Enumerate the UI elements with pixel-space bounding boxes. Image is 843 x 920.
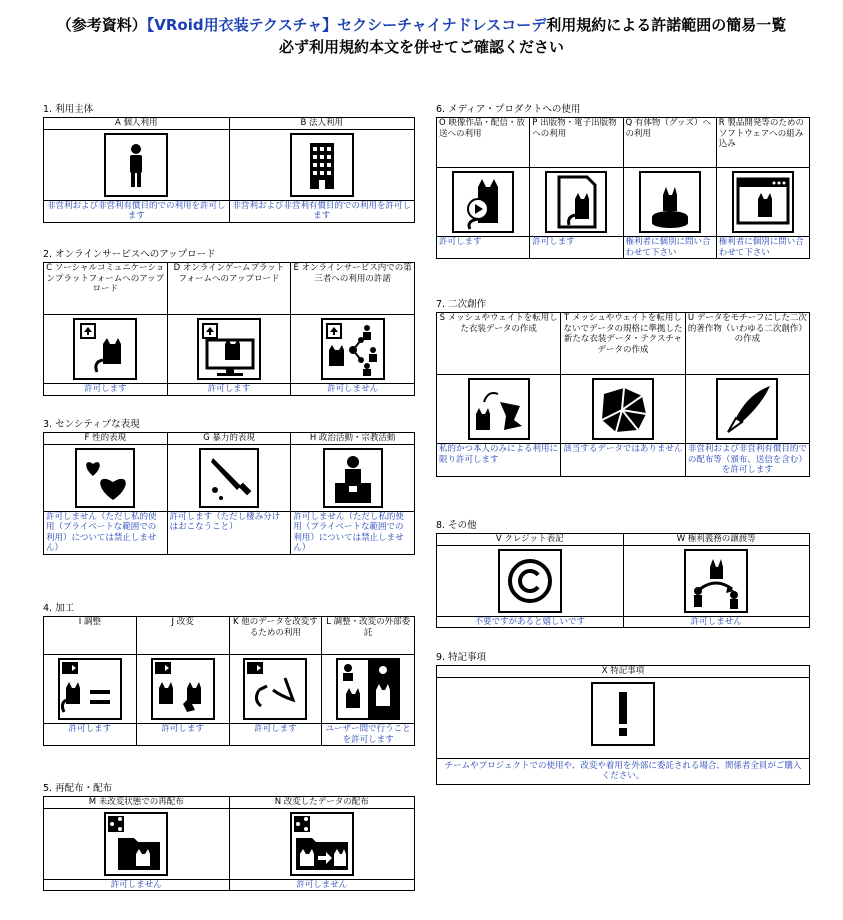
- section-label: 6. メディア・プロダクトへの使用: [436, 104, 581, 115]
- status-text: 該当するデータではありません: [561, 444, 685, 477]
- column-head: O 映像作品・配信・放送への利用: [437, 118, 530, 168]
- status-text: 非営利および非営利有償目的での配布等（頒布、送信を含む）を許可します: [685, 444, 809, 477]
- status-text: 権利者に個別に問い合わせて下さい: [623, 237, 716, 259]
- status-text: 不要ですがあると嬉しいです: [437, 616, 624, 628]
- section-label: 5. 再配布・配布: [43, 783, 113, 794]
- column-head: R 製品開発等のためのソフトウェアへの組み込み: [716, 118, 809, 168]
- section-special-notes: [436, 652, 810, 785]
- section-usage-subject: [43, 104, 415, 223]
- column-head: N 改変したデータの配布: [229, 797, 415, 809]
- status-text: 許可します: [167, 384, 291, 396]
- status-text: チームやプロジェクトでの使用や、改変や着用を外部に委託される場合、関係者全員がご購入ください。: [437, 758, 810, 784]
- status-text: 許可します: [44, 384, 168, 396]
- share-people-icon: [321, 318, 385, 380]
- section-media-products: [436, 104, 810, 259]
- upload-cat-icon: [73, 318, 137, 380]
- section-label: 7. 二次創作: [436, 299, 487, 310]
- column-head: V クレジット表記: [437, 534, 624, 546]
- status-text: 許可します: [136, 724, 229, 746]
- section-label: 4. 加工: [43, 603, 75, 614]
- building-icon: [290, 133, 354, 197]
- column-head: T メッシュやウェイトを転用しないでデータの規格に準拠した新たな衣装データ・テクスチャデータの作成: [561, 313, 685, 375]
- status-text: ユーザー間で行うことを許可します: [322, 724, 415, 746]
- other-data-icon: [243, 658, 307, 720]
- status-text: 許可しません: [623, 616, 810, 628]
- figure-cat-icon: [639, 171, 701, 233]
- column-head: F 性的表現: [44, 433, 168, 445]
- section-other: [436, 520, 810, 628]
- transfer-icon: [684, 549, 748, 613]
- modify-icon: [151, 658, 215, 720]
- distribute-modified-icon: [290, 812, 354, 876]
- status-text: 許可しません: [44, 879, 230, 891]
- section-processing: [43, 603, 415, 746]
- column-head: E オンラインサービス内での第三者への利用の許諾: [291, 263, 415, 315]
- page-title: [40, 14, 803, 58]
- book-cat-icon: [545, 171, 607, 233]
- column-head: P 出版物・電子出版物への利用: [530, 118, 623, 168]
- section-redistribution: [43, 783, 415, 891]
- column-head: K 他のデータを改変するための利用: [229, 617, 322, 655]
- mesh-cat-icon: [468, 378, 530, 440]
- upload-monitor-icon: [197, 318, 261, 380]
- column-head: Q 有体物（グッズ）への利用: [623, 118, 716, 168]
- status-text: 許可します（ただし棲み分けはおこなうこと）: [167, 511, 291, 554]
- software-cat-icon: [732, 171, 794, 233]
- status-text: 許可しません: [229, 879, 415, 891]
- column-head: S メッシュやウェイトを転用した衣装データの作成: [437, 313, 561, 375]
- section-online-upload: [43, 249, 415, 396]
- status-text: 私的かつ本人のみによる利用に限り許可します: [437, 444, 561, 477]
- column-head: L 調整・改変の外部委託: [322, 617, 415, 655]
- column-head: G 暴力的表現: [167, 433, 291, 445]
- section-derivative: [436, 299, 810, 477]
- section-label: 1. 利用主体: [43, 104, 94, 115]
- page-subtitle: 必ず利用規約本文を併せてご確認ください: [278, 38, 564, 56]
- status-text: 権利者に個別に問い合わせて下さい: [716, 237, 809, 259]
- hearts-icon: [75, 448, 135, 508]
- exclamation-icon: [591, 682, 655, 746]
- podium-icon: [323, 448, 383, 508]
- title-product: 【VRoid用衣装テクスチャ】セクシーチャイナドレスコーデ: [146, 16, 547, 34]
- section-sensitive: [43, 419, 415, 555]
- section-label: 3. センシティブな表現: [43, 419, 140, 430]
- person-icon: [104, 133, 168, 197]
- new-costume-icon: [592, 378, 654, 440]
- column-head: B 法人利用: [229, 118, 415, 130]
- status-text: 許可しません（ただし私的使用（プライベートな範囲での利用）については禁止しません）: [291, 511, 415, 554]
- video-cat-icon: [452, 171, 514, 233]
- column-head: X 特記事項: [437, 666, 810, 678]
- section-label: 9. 特記事項: [436, 652, 487, 663]
- title-prefix: （参考資料）: [56, 16, 147, 34]
- column-head: U データをモチーフにした二次的著作物（いわゆる二次創作）の作成: [685, 313, 809, 375]
- status-text: 許可します: [530, 237, 623, 259]
- column-head: C ソーシャルコミュニケーションプラットフォームへのアップロード: [44, 263, 168, 315]
- column-head: I 調整: [44, 617, 137, 655]
- column-head: D オンラインゲームプラットフォームへのアップロード: [167, 263, 291, 315]
- status-text: 非営利および非営利有償目的での利用を許可します: [44, 200, 230, 222]
- redistribute-icon: [104, 812, 168, 876]
- column-head: J 改変: [136, 617, 229, 655]
- status-text: 許可しません（ただし私的使用（プライベートな範囲での利用）については禁止しません）: [44, 511, 168, 554]
- column-head: A 個人利用: [44, 118, 230, 130]
- title-rest: 利用規約による許諾範囲の簡易一覧: [546, 16, 787, 34]
- section-label: 8. その他: [436, 520, 477, 531]
- knife-icon: [199, 448, 259, 508]
- pen-icon: [716, 378, 778, 440]
- status-text: 許可します: [437, 237, 530, 259]
- status-text: 許可します: [229, 724, 322, 746]
- copyright-icon: [498, 549, 562, 613]
- adjust-icon: [58, 658, 122, 720]
- column-head: M 未改変状態での再配布: [44, 797, 230, 809]
- column-head: W 権利義務の譲渡等: [623, 534, 810, 546]
- column-head: H 政治活動・宗教活動: [291, 433, 415, 445]
- status-text: 許可します: [44, 724, 137, 746]
- status-text: 許可しません: [291, 384, 415, 396]
- section-label: 2. オンラインサービスへのアップロード: [43, 249, 216, 260]
- outsource-icon: [336, 658, 400, 720]
- status-text: 非営利および非営利有償目的での利用を許可します: [229, 200, 415, 222]
